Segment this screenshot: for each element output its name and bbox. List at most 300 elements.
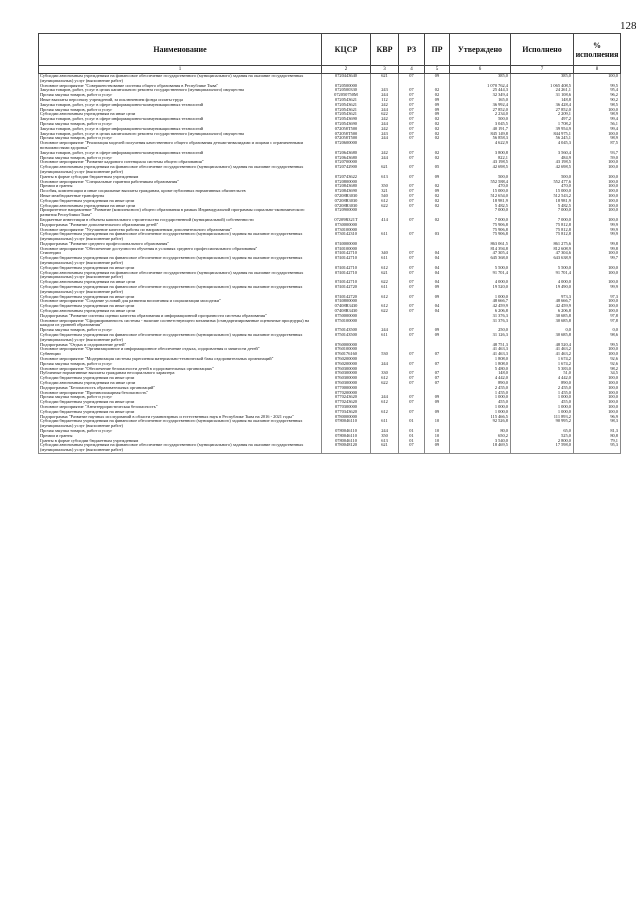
column-number: 5 bbox=[425, 66, 450, 74]
row-kcsr-cell: 0720843690 bbox=[322, 189, 371, 194]
row-approved-cell: 56 858,3 bbox=[450, 136, 511, 141]
row-approved-cell: 42 698,5 bbox=[450, 165, 511, 175]
row-executed-cell: 148,8 bbox=[511, 98, 574, 103]
row-approved-cell: 4 442,0 bbox=[450, 376, 511, 381]
row-pr-cell: 02 bbox=[425, 194, 450, 199]
row-percent-cell: 97,8 bbox=[574, 314, 621, 319]
row-approved-cell: 80,0 bbox=[450, 429, 511, 434]
row-percent-cell: 100,0 bbox=[574, 194, 621, 199]
row-rz-cell: 07 bbox=[399, 400, 425, 405]
row-kcsr-cell: 0780046110 bbox=[322, 429, 371, 434]
row-approved-cell: 5 480,0 bbox=[450, 367, 511, 372]
row-kcsr-cell: 0750143500 bbox=[322, 333, 371, 343]
row-name-cell: Прочая закупка товаров, работ и услуг bbox=[39, 395, 322, 400]
row-kcsr-cell: 0770300000 bbox=[322, 405, 371, 410]
row-executed-cell: 17 598,0 bbox=[511, 443, 574, 453]
row-kcsr-cell: 0720700000 bbox=[322, 160, 371, 165]
row-executed-cell: 31 108,6 bbox=[511, 93, 574, 98]
row-kcsr-cell: 0760300000 bbox=[322, 376, 371, 381]
row-pr-cell: 02 bbox=[425, 151, 450, 156]
row-kcsr-cell: 0760200000 bbox=[322, 357, 371, 362]
row-kvr-cell: 612 bbox=[371, 295, 399, 300]
column-number: 7 bbox=[511, 66, 574, 74]
row-executed-cell: 500,0 bbox=[511, 175, 574, 180]
row-kvr-cell: 244 bbox=[371, 395, 399, 400]
row-approved-cell: 890,0 bbox=[450, 381, 511, 386]
header-kvr: КВР bbox=[371, 34, 399, 66]
row-pr-cell: 09 bbox=[425, 328, 450, 333]
row-pr-cell: 02 bbox=[425, 88, 450, 93]
row-pr-cell: 09 bbox=[425, 285, 450, 295]
row-approved-cell: 814 394,8 bbox=[450, 247, 511, 252]
row-executed-cell: 525,0 bbox=[511, 434, 574, 439]
row-percent-cell: 100,0 bbox=[574, 266, 621, 271]
row-kvr-cell: 244 bbox=[371, 362, 399, 367]
row-executed-cell: 890,0 bbox=[511, 381, 574, 386]
row-executed-cell: 27 852,0 bbox=[511, 108, 574, 113]
row-name-cell: Закупка товаров, работ, услуг в сфере информационно-коммуникационных технологий bbox=[39, 151, 322, 156]
row-rz-cell: 07 bbox=[399, 112, 425, 117]
row-name-cell: Субвенции bbox=[39, 352, 322, 357]
row-kvr-cell: 244 bbox=[371, 108, 399, 113]
row-approved-cell: 2 234,0 bbox=[450, 112, 511, 117]
table-row bbox=[39, 74, 621, 84]
row-name-cell: Подпрограмма "Развитие научных исследований в области гуманитарных и естественных наук в Республике Тыва на 2016 - 2021 годы" bbox=[39, 415, 322, 420]
row-approved-cell: 1 808,0 bbox=[450, 357, 511, 362]
row-approved-cell: 91 701,4 bbox=[450, 271, 511, 281]
row-executed-cell: 2 209,1 bbox=[511, 112, 574, 117]
row-kvr-cell: 622 bbox=[371, 309, 399, 314]
row-executed-cell: 1 455,0 bbox=[511, 391, 574, 396]
row-name-cell: Прочая закупка товаров, работ и услуг bbox=[39, 362, 322, 367]
row-kcsr-cell: 0730142310 bbox=[322, 232, 371, 242]
row-pr-cell: 09 bbox=[425, 74, 450, 84]
row-executed-cell: 5 482,5 bbox=[511, 204, 574, 209]
row-kcsr-cell: 0780046110 bbox=[322, 419, 371, 429]
row-name-cell: Прочая закупка товаров, работ и услуг bbox=[39, 429, 322, 434]
row-kvr-cell: 242 bbox=[371, 103, 399, 108]
row-name-cell: Основное мероприятие "Антитеррористическая безопасность" bbox=[39, 405, 322, 410]
row-rz-cell: 07 bbox=[399, 309, 425, 314]
row-approved-cell: 15 000,0 bbox=[450, 189, 511, 194]
row-rz-cell: 07 bbox=[399, 117, 425, 122]
row-name-cell: Прочая закупка товаров, работ и услуг bbox=[39, 136, 322, 141]
row-executed-cell: 643 638,9 bbox=[511, 256, 574, 266]
row-name-cell: Публичные нормативные выплаты гражданам несоциального характера bbox=[39, 371, 322, 376]
row-kvr-cell: 244 bbox=[371, 122, 399, 127]
row-kvr-cell bbox=[371, 319, 399, 329]
row-percent-cell: 100,0 bbox=[574, 74, 621, 84]
row-percent-cell: 100,0 bbox=[574, 376, 621, 381]
row-approved-cell: 48 666,7 bbox=[450, 299, 511, 304]
row-percent-cell: 99,4 bbox=[574, 127, 621, 132]
table-row bbox=[39, 256, 621, 266]
row-kcsr-cell: 072058Т500 bbox=[322, 132, 371, 137]
row-rz-cell: 07 bbox=[399, 395, 425, 400]
header-approved: Утверждено bbox=[450, 34, 511, 66]
row-percent-cell: 100,0 bbox=[574, 405, 621, 410]
row-kvr-cell: 530 bbox=[371, 352, 399, 357]
row-approved-cell: 41 463,3 bbox=[450, 347, 511, 352]
row-kcsr-cell: 0770243620 bbox=[322, 400, 371, 405]
row-executed-cell: 2 800,0 bbox=[511, 439, 574, 444]
row-percent-cell: 90,2 bbox=[574, 98, 621, 103]
row-percent-cell: 93,7 bbox=[574, 151, 621, 156]
row-name-cell: Субсидии автономным учреждениям на финансовое обеспечение государственного (муниципального) задания на оказание государственных (муниципальных) услуг (выполнение работ) bbox=[39, 165, 322, 175]
row-rz-cell bbox=[399, 141, 425, 151]
row-pr-cell: 04 bbox=[425, 304, 450, 309]
row-pr-cell: 10 bbox=[425, 429, 450, 434]
table-row bbox=[39, 419, 621, 429]
row-kvr-cell: 612 bbox=[371, 400, 399, 405]
row-percent-cell: 100,0 bbox=[574, 280, 621, 285]
row-pr-cell: 02 bbox=[425, 132, 450, 137]
row-pr-cell: 04 bbox=[425, 266, 450, 271]
row-percent-cell: 59,0 bbox=[574, 156, 621, 161]
row-executed-cell: 41 463,2 bbox=[511, 352, 574, 357]
row-percent-cell: 99,5 bbox=[574, 84, 621, 89]
row-percent-cell: 100,0 bbox=[574, 108, 621, 113]
row-percent-cell: 99,9 bbox=[574, 285, 621, 295]
row-kcsr-cell: 0740100000 bbox=[322, 247, 371, 252]
column-number: 1 bbox=[39, 66, 322, 74]
table-row bbox=[39, 333, 621, 343]
column-number: 3 bbox=[371, 66, 399, 74]
row-approved-cell: 1 808,0 bbox=[450, 362, 511, 367]
row-rz-cell: 07 bbox=[399, 93, 425, 98]
row-approved-cell: 5 482,5 bbox=[450, 204, 511, 209]
row-percent-cell: 100,0 bbox=[574, 208, 621, 218]
row-kcsr-cell: 0740000000 bbox=[322, 242, 371, 247]
row-approved-cell: 3 540,0 bbox=[450, 439, 511, 444]
row-kcsr-cell: 0730000000 bbox=[322, 223, 371, 228]
row-name-cell: Субсидии автономным учреждениям на финансовое обеспечение государственного (муниципального) задания на оказание государственных (муниципальных) услуг (выполнение работ) bbox=[39, 74, 322, 84]
row-approved-cell: 18 469,5 bbox=[450, 443, 511, 453]
row-executed-cell: 41 463,2 bbox=[511, 347, 574, 352]
row-executed-cell: 91 701,4 bbox=[511, 271, 574, 281]
row-rz-cell: 01 bbox=[399, 429, 425, 434]
row-name-cell: Субсидии автономным учреждениям на финансовое обеспечение государственного (муниципального) задания на оказание государственных (муниципальных) услуг (выполнение работ) bbox=[39, 271, 322, 281]
row-kcsr-cell: 0740142710 bbox=[322, 256, 371, 266]
row-pr-cell: 02 bbox=[425, 156, 450, 161]
row-approved-cell: 500,0 bbox=[450, 117, 511, 122]
row-percent-cell: 99,9 bbox=[574, 232, 621, 242]
row-kcsr-cell: 0720543621 bbox=[322, 98, 371, 103]
row-name-cell: Прочая закупка товаров, работ и услуг bbox=[39, 328, 322, 333]
row-executed-cell: 39 954,9 bbox=[511, 127, 574, 132]
row-pr-cell: 09 bbox=[425, 400, 450, 405]
row-kvr-cell: 622 bbox=[371, 280, 399, 285]
row-executed-cell: 48 520,4 bbox=[511, 343, 574, 348]
row-kcsr-cell: 0720543621 bbox=[322, 112, 371, 117]
row-name-cell: Подпрограмма "Развитие среднего профессионального образования" bbox=[39, 242, 322, 247]
row-executed-cell: 75 812,8 bbox=[511, 232, 574, 242]
row-approved-cell: 5 500,0 bbox=[450, 266, 511, 271]
row-name-cell: Основное мероприятие "Развитие кадрового потенциала системы общего образования" bbox=[39, 160, 322, 165]
row-executed-cell: 75 812,8 bbox=[511, 223, 574, 228]
row-percent-cell: 95,4 bbox=[574, 88, 621, 93]
row-kvr-cell: 612 bbox=[371, 410, 399, 415]
row-kvr-cell: 613 bbox=[371, 439, 399, 444]
row-name-cell: Бюджетные инвестиции в объекты капитального строительства государственной (муниципальной) собственности bbox=[39, 218, 322, 223]
row-approved-cell: 1 000,0 bbox=[450, 395, 511, 400]
row-kcsr-cell: 0730100000 bbox=[322, 228, 371, 233]
row-name-cell: Субсидии бюджетным учреждениям на иные цели bbox=[39, 266, 322, 271]
row-rz-cell: 07 bbox=[399, 136, 425, 141]
row-rz-cell: 07 bbox=[399, 251, 425, 256]
row-approved-cell: 512 654,0 bbox=[450, 194, 511, 199]
row-name-cell: Пособия, компенсации и иные социальные выплаты гражданам, кроме публичных нормативных обязательств bbox=[39, 189, 322, 194]
row-executed-cell: 7 000,0 bbox=[511, 218, 574, 223]
row-name-cell: Субсидии бюджетным учреждениям на иные цели bbox=[39, 376, 322, 381]
row-approved-cell: 6 206,8 bbox=[450, 309, 511, 314]
row-rz-cell: 07 bbox=[399, 88, 425, 93]
row-executed-cell: 15 000,0 bbox=[511, 189, 574, 194]
row-executed-cell: 5 500,0 bbox=[511, 266, 574, 271]
row-name-cell: Приоритетное направление "Развитие (комплексного) общего образования в рамках Индивидуальной программы социально-экономического развития Республики Тыва" bbox=[39, 208, 322, 218]
row-percent-cell: 100,0 bbox=[574, 309, 621, 314]
page-number: 128 bbox=[620, 20, 637, 32]
row-approved-cell: 385,0 bbox=[450, 74, 511, 84]
row-executed-cell: 3 560,4 bbox=[511, 151, 574, 156]
row-percent-cell: 0,0 bbox=[574, 328, 621, 333]
row-rz-cell: 01 bbox=[399, 434, 425, 439]
row-executed-cell: 385,0 bbox=[511, 74, 574, 84]
row-executed-cell: 861 275,6 bbox=[511, 242, 574, 247]
row-name-cell: Субсидии бюджетным учреждениям на финансовое обеспечение государственного (муниципального) задания на оказание государственных (муниципальных) услуг (выполнение работ) bbox=[39, 256, 322, 266]
row-approved-cell: 41 463,3 bbox=[450, 352, 511, 357]
row-rz-cell: 07 bbox=[399, 295, 425, 300]
row-kvr-cell: 611 bbox=[371, 232, 399, 242]
row-name-cell: Основное мероприятие "Модернизация системы укрепления материально-технической базы оздоровительных организаций" bbox=[39, 357, 322, 362]
row-kcsr-cell: 0720500000 bbox=[322, 84, 371, 89]
row-pr-cell: 04 bbox=[425, 251, 450, 256]
row-name-cell: Субсидии бюджетным учреждениям на финансовое обеспечение государственного (муниципального) задания на оказание государственных (муниципальных) услуг (выполнение работ) bbox=[39, 333, 322, 343]
row-rz-cell: 07 bbox=[399, 98, 425, 103]
row-kcsr-cell: 0720643680 bbox=[322, 151, 371, 156]
row-pr-cell: 07 bbox=[425, 376, 450, 381]
row-name-cell: Субсидии автономным учреждениям на иные цели bbox=[39, 280, 322, 285]
row-approved-cell: 148,0 bbox=[450, 371, 511, 376]
row-rz-cell: 07 bbox=[399, 122, 425, 127]
row-kcsr-cell: 072058Т500 bbox=[322, 127, 371, 132]
row-name-cell: Закупка товаров, работ, услуг в сфере информационно-коммуникационных технологий bbox=[39, 103, 322, 108]
row-kvr-cell: 621 bbox=[371, 443, 399, 453]
row-executed-cell: 1 000,0 bbox=[511, 395, 574, 400]
row-rz-cell: 07 bbox=[399, 165, 425, 175]
row-kvr-cell: 244 bbox=[371, 429, 399, 434]
row-kcsr-cell: 0720543690 bbox=[322, 117, 371, 122]
row-executed-cell: 552 477,6 bbox=[511, 180, 574, 185]
row-pr-cell: 09 bbox=[425, 175, 450, 180]
row-name-cell: Субсидии бюджетным учреждениям на иные цели bbox=[39, 295, 322, 300]
row-name-cell: Субсидии автономным учреждениям на иные цели bbox=[39, 381, 322, 386]
row-pr-cell: 04 bbox=[425, 280, 450, 285]
row-percent-cell: 100,0 bbox=[574, 160, 621, 165]
row-pr-cell: 07 bbox=[425, 381, 450, 386]
row-kcsr-cell: 0720443640 bbox=[322, 74, 371, 84]
row-percent-cell: 87,5 bbox=[574, 141, 621, 151]
row-percent-cell: 98,6 bbox=[574, 333, 621, 343]
row-executed-cell: 48 666,7 bbox=[511, 299, 574, 304]
row-executed-cell: 65,0 bbox=[511, 429, 574, 434]
table-row bbox=[39, 271, 621, 281]
row-executed-cell: 19 490,0 bbox=[511, 285, 574, 295]
row-pr-cell: 02 bbox=[425, 204, 450, 209]
row-executed-cell: 42 459,9 bbox=[511, 304, 574, 309]
row-executed-cell: 455,0 bbox=[511, 400, 574, 405]
column-number: 6 bbox=[450, 66, 511, 74]
row-percent-cell: 100,0 bbox=[574, 271, 621, 281]
row-pr-cell: 04 bbox=[425, 271, 450, 281]
row-percent-cell: 95,3 bbox=[574, 443, 621, 453]
row-executed-cell: 844 975,1 bbox=[511, 132, 574, 137]
row-executed-cell: 2 455,0 bbox=[511, 386, 574, 391]
row-pr-cell: 04 bbox=[425, 309, 450, 314]
row-percent-cell: 97,8 bbox=[574, 319, 621, 329]
row-rz-cell: 07 bbox=[399, 371, 425, 376]
row-approved-cell: 1 000,0 bbox=[450, 405, 511, 410]
row-percent-cell: 97,3 bbox=[574, 295, 621, 300]
row-executed-cell: 56 245,1 bbox=[511, 136, 574, 141]
row-kcsr-cell: 0760200000 bbox=[322, 362, 371, 367]
row-name-cell: Субсидии бюджетным учреждениям на финансовое обеспечение государственного (муниципального) задания на оказание государственных (муниципальных) услуг (выполнение работ) bbox=[39, 285, 322, 295]
row-approved-cell: 1 000,0 bbox=[450, 410, 511, 415]
row-percent-cell: 99,9 bbox=[574, 223, 621, 228]
row-pr-cell: 09 bbox=[425, 108, 450, 113]
table-row bbox=[39, 165, 621, 175]
row-kcsr-cell: 0780046110 bbox=[322, 439, 371, 444]
row-approved-cell: 863 061,5 bbox=[450, 242, 511, 247]
row-name-cell: Основное мероприятие "Специальные гарантии работникам образования" bbox=[39, 180, 322, 185]
row-approved-cell: 250,0 bbox=[450, 328, 511, 333]
row-pr-cell: 02 bbox=[425, 127, 450, 132]
row-rz-cell: 07 bbox=[399, 184, 425, 189]
row-approved-cell: 115 466,5 bbox=[450, 415, 511, 420]
header-pr: ПР bbox=[425, 34, 450, 66]
row-name-cell: Субсидии автономным учреждениям на финансовое обеспечение государственного (муниципального) задания на оказание государственных (муниципальных) услуг (выполнение работ) bbox=[39, 443, 322, 453]
row-name-cell: Субсидии бюджетным учреждениям на иные цели bbox=[39, 304, 322, 309]
row-approved-cell: 1 070 762,4 bbox=[450, 84, 511, 89]
table-body bbox=[39, 74, 621, 454]
row-rz-cell: 07 bbox=[399, 362, 425, 367]
row-percent-cell: 99,8 bbox=[574, 242, 621, 247]
row-rz-cell: 07 bbox=[399, 204, 425, 209]
row-kcsr-cell: 0770243620 bbox=[322, 395, 371, 400]
row-approved-cell: 165,0 bbox=[450, 98, 511, 103]
row-name-cell: Субсидии автономным учреждениям на иные цели bbox=[39, 112, 322, 117]
row-executed-cell: 30 685,8 bbox=[511, 314, 574, 319]
row-approved-cell: 48 751,3 bbox=[450, 343, 511, 348]
row-kcsr-cell: 0720900000 bbox=[322, 208, 371, 218]
row-name-cell: Основное мероприятие "Сформированность системы - наличие соответствующего механизма (стандартизированные оценочные процедуры) на каждом из уровней образования" bbox=[39, 319, 322, 329]
column-number: 2 bbox=[322, 66, 371, 74]
row-kcsr-cell: 0770343620 bbox=[322, 410, 371, 415]
row-rz-cell: 07 bbox=[399, 232, 425, 242]
row-approved-cell: 4 000,0 bbox=[450, 280, 511, 285]
row-percent-cell: 99,9 bbox=[574, 228, 621, 233]
row-kcsr-cell: 0720543621 bbox=[322, 103, 371, 108]
row-name-cell: Субсидии бюджетным учреждениям на финансовое обеспечение государственного (муниципального) задания на оказание государственных (муниципальных) услуг (выполнение работ) bbox=[39, 232, 322, 242]
row-percent-cell: 99,4 bbox=[574, 117, 621, 122]
row-pr-cell: 02 bbox=[425, 117, 450, 122]
row-name-cell: Субсидии автономным учреждениям на иные цели bbox=[39, 204, 322, 209]
row-kcsr-cell: 07208R3030 bbox=[322, 199, 371, 204]
row-name-cell: Подпрограмма "Безопасность образовательных организаций" bbox=[39, 386, 322, 391]
row-approved-cell: 43 198,5 bbox=[450, 160, 511, 165]
row-kvr-cell: 612 bbox=[371, 376, 399, 381]
row-approved-cell: 32 349,4 bbox=[450, 93, 511, 98]
row-kcsr-cell: 07209R321Т bbox=[322, 218, 371, 223]
row-kcsr-cell: 0780046110 bbox=[322, 434, 371, 439]
row-pr-cell: 09 bbox=[425, 189, 450, 194]
row-executed-cell: 30 685,8 bbox=[511, 333, 574, 343]
row-percent-cell: 100,0 bbox=[574, 410, 621, 415]
row-kcsr-cell: 072058Т500 bbox=[322, 136, 371, 141]
row-pr-cell bbox=[425, 208, 450, 218]
row-percent-cell: 99,7 bbox=[574, 256, 621, 266]
row-pr-cell: 09 bbox=[425, 410, 450, 415]
row-kcsr-cell: 0750143500 bbox=[322, 328, 371, 333]
row-kvr-cell: 612 bbox=[371, 266, 399, 271]
row-pr-cell: 10 bbox=[425, 434, 450, 439]
row-approved-cell: 25 444,3 bbox=[450, 88, 511, 93]
row-kcsr-cell: 0740142720 bbox=[322, 285, 371, 295]
row-kvr-cell: 242 bbox=[371, 127, 399, 132]
row-approved-cell: 92 526,8 bbox=[450, 419, 511, 429]
row-executed-cell: 512 543,2 bbox=[511, 194, 574, 199]
row-percent-cell: 100,0 bbox=[574, 184, 621, 189]
row-approved-cell: 845 149,8 bbox=[450, 132, 511, 137]
row-kvr-cell: 414 bbox=[371, 218, 399, 223]
row-kcsr-cell: 07208R3030 bbox=[322, 204, 371, 209]
row-rz-cell: 07 bbox=[399, 103, 425, 108]
row-kvr-cell: 321 bbox=[371, 189, 399, 194]
row-pr-cell: 02 bbox=[425, 199, 450, 204]
row-rz-cell: 01 bbox=[399, 439, 425, 444]
row-approved-cell: 645 368,0 bbox=[450, 256, 511, 266]
row-kvr-cell: 244 bbox=[371, 93, 399, 98]
row-approved-cell: 500,0 bbox=[450, 175, 511, 180]
row-name-cell: Иные межбюджетные трансферты bbox=[39, 194, 322, 199]
row-kvr-cell: 330 bbox=[371, 371, 399, 376]
row-rz-cell: 01 bbox=[399, 419, 425, 429]
row-rz-cell: 07 bbox=[399, 151, 425, 156]
row-percent-cell: 100,0 bbox=[574, 386, 621, 391]
row-percent-cell: 100,0 bbox=[574, 132, 621, 137]
row-rz-cell: 07 bbox=[399, 127, 425, 132]
row-executed-cell: 497,2 bbox=[511, 117, 574, 122]
row-executed-cell: 1 000,0 bbox=[511, 410, 574, 415]
row-percent-cell: 98,9 bbox=[574, 112, 621, 117]
row-kcsr-cell: 0720743622 bbox=[322, 175, 371, 180]
row-percent-cell: 100,0 bbox=[574, 391, 621, 396]
row-rz-cell: 07 bbox=[399, 352, 425, 357]
row-percent-cell: 100,0 bbox=[574, 199, 621, 204]
row-executed-cell: 1 674,2 bbox=[511, 362, 574, 367]
row-kvr-cell: 622 bbox=[371, 381, 399, 386]
row-rz-cell: 07 bbox=[399, 333, 425, 343]
row-executed-cell: 36 428,4 bbox=[511, 103, 574, 108]
row-percent-cell: 100,0 bbox=[574, 352, 621, 357]
row-rz-cell: 07 bbox=[399, 256, 425, 266]
table-row bbox=[39, 285, 621, 295]
row-kvr-cell: 244 bbox=[371, 136, 399, 141]
row-kcsr-cell: 0740142710 bbox=[322, 266, 371, 271]
row-executed-cell: 111 893,2 bbox=[511, 415, 574, 420]
row-executed-cell: 1 708,2 bbox=[511, 122, 574, 127]
row-name-cell: Прочая закупка товаров, работ и услуг bbox=[39, 156, 322, 161]
